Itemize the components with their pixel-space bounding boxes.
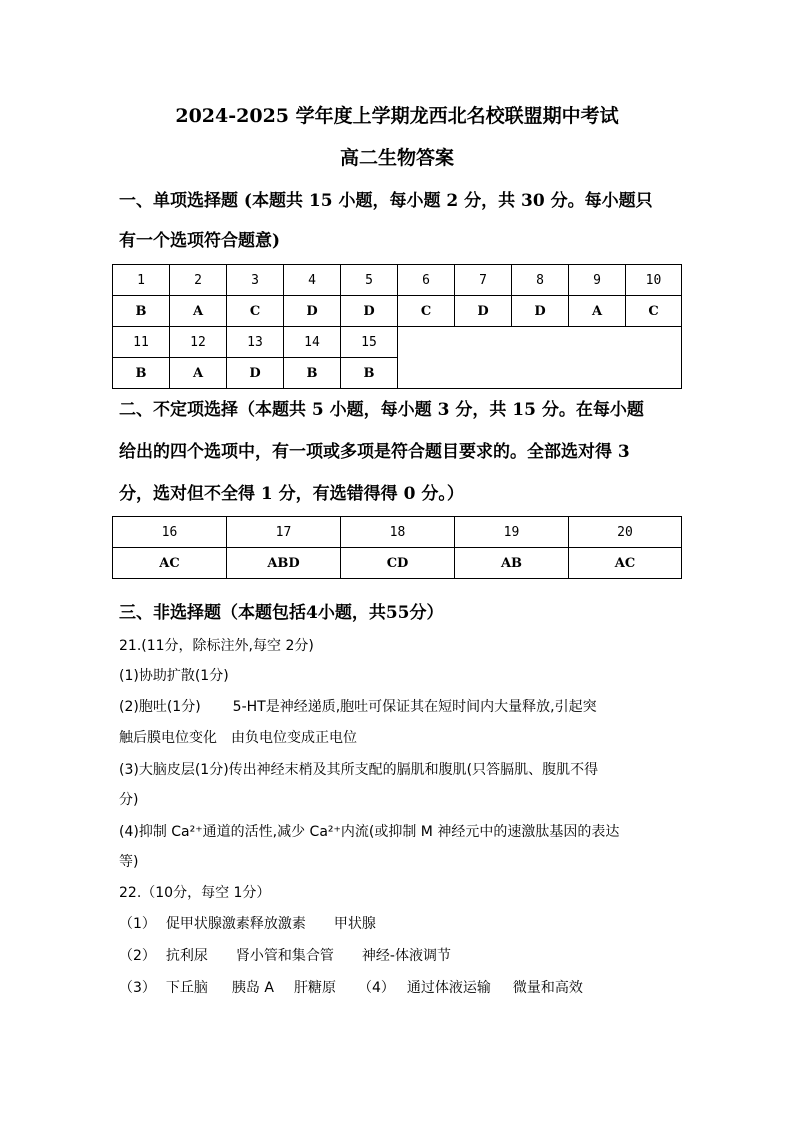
answer-cell: D [455,296,512,327]
q21-answer-1: (1)协助扩散(1分) [119,668,229,684]
table-row [113,548,682,579]
answer-cell: ABD [227,548,341,579]
q21-answer-2-line2-part2: 由负电位变成正电位 [231,730,357,746]
answer-cell: CD [341,548,455,579]
answer-cell: B [284,358,341,389]
section2-heading-line2: 给出的四个选项中，有一项或多项是符合题目要求的。全部选对得 3 [119,442,630,462]
answer-cell: C [626,296,682,327]
q22-header: 22.（10分，每空 1分） [119,885,271,901]
section1-heading-line2: 有一个选项符合题意) [119,231,281,251]
question-number: 14 [284,327,341,358]
q22-item-number: （3） [119,980,156,996]
answer-cell: A [569,296,626,327]
q21-answer-2-part2: 5-HT是神经递质,胞吐可保证其在短时间内大量释放,引起突 [232,699,597,715]
q21-answer-3-line2: 分) [119,792,139,808]
page-title: 2024-2025 学年度上学期龙西北名校联盟期中考试 [175,105,619,127]
q22-item-number: （2） [119,948,156,964]
q22-answer: 胰岛 A [231,980,274,996]
section3-heading: 三、非选择题（本题包括4小题，共55分） [119,603,444,623]
question-number: 4 [284,265,341,296]
q21-header: 21.(11分，除标注外,每空 2分) [119,638,314,654]
answer-cell: B [113,358,170,389]
answer-cell: AB [455,548,569,579]
answer-cell: C [227,296,284,327]
question-number: 10 [626,265,682,296]
q21-answer-2-part1: (2)胞吐(1分) [119,699,201,715]
question-number: 5 [341,265,398,296]
answer-cell: C [398,296,455,327]
question-number: 3 [227,265,284,296]
q22-answer: 肝糖原 [293,980,336,996]
q22-line-3 [119,978,689,998]
q21-answer-3-line1: (3)大脑皮层(1分)传出神经末梢及其所支配的膈肌和腹肌(只答膈肌、腹肌不得 [119,762,599,778]
answer-cell: A [170,358,227,389]
single-choice-answer-table [112,264,682,389]
answer-cell: D [284,296,341,327]
q22-answer: 抗利尿 [165,948,208,964]
answer-cell: B [341,358,398,389]
q22-answer: 通过体液运输 [406,980,491,996]
answer-cell: AC [569,548,682,579]
table-row [113,327,682,358]
q22-answer: 神经-体液调节 [361,948,451,964]
q22-line-1 [119,914,689,934]
table-row [113,265,682,296]
q22-answer: 肾小管和集合管 [235,948,334,964]
question-number: 18 [341,517,455,548]
question-number: 8 [512,265,569,296]
q22-answer: 微量和高效 [512,980,583,996]
question-number: 11 [113,327,170,358]
q21-answer-2-line2 [119,728,689,748]
page-subtitle: 高二生物答案 [339,147,454,169]
multi-choice-answer-table [112,516,682,579]
question-number: 16 [113,517,227,548]
answer-cell: D [341,296,398,327]
q22-answer: 甲状腺 [333,916,376,932]
question-number: 15 [341,327,398,358]
section1-heading-line1: 一、单项选择题 (本题共 15 小题，每小题 2 分，共 30 分。每小题只 [119,191,653,211]
q21-answer-4-line2: 等) [119,854,139,870]
section2-heading-line3: 分，选对但不全得 1 分，有选错得得 0 分。） [119,484,464,504]
q22-answer: 促甲状腺激素释放激素 [165,916,306,932]
question-number: 20 [569,517,682,548]
table-row [113,517,682,548]
answer-cell: B [113,296,170,327]
empty-cell [398,327,682,389]
q21-answer-2-line1 [119,697,689,717]
question-number: 12 [170,327,227,358]
q22-answer: 下丘脑 [165,980,208,996]
question-number: 13 [227,327,284,358]
question-number: 1 [113,265,170,296]
question-number: 19 [455,517,569,548]
question-number: 6 [398,265,455,296]
q22-line-2 [119,946,689,966]
q22-item-number: （1） [119,916,156,932]
answer-cell: A [170,296,227,327]
question-number: 2 [170,265,227,296]
q21-answer-2-line2-part1: 触后膜电位变化 [119,730,217,746]
answer-cell: D [227,358,284,389]
q22-item-number: （4） [357,980,395,996]
section2-heading-line1: 二、不定项选择（本题共 5 小题，每小题 3 分，共 15 分。在每小题 [119,400,644,420]
question-number: 9 [569,265,626,296]
question-number: 7 [455,265,512,296]
question-number: 17 [227,517,341,548]
answer-cell: AC [113,548,227,579]
q21-answer-4-line1: (4)抑制 Ca²⁺通道的活性,减少 Ca²⁺内流(或抑制 M 神经元中的速激肽基因的表达 [119,824,620,840]
answer-cell: D [512,296,569,327]
table-row [113,296,682,327]
